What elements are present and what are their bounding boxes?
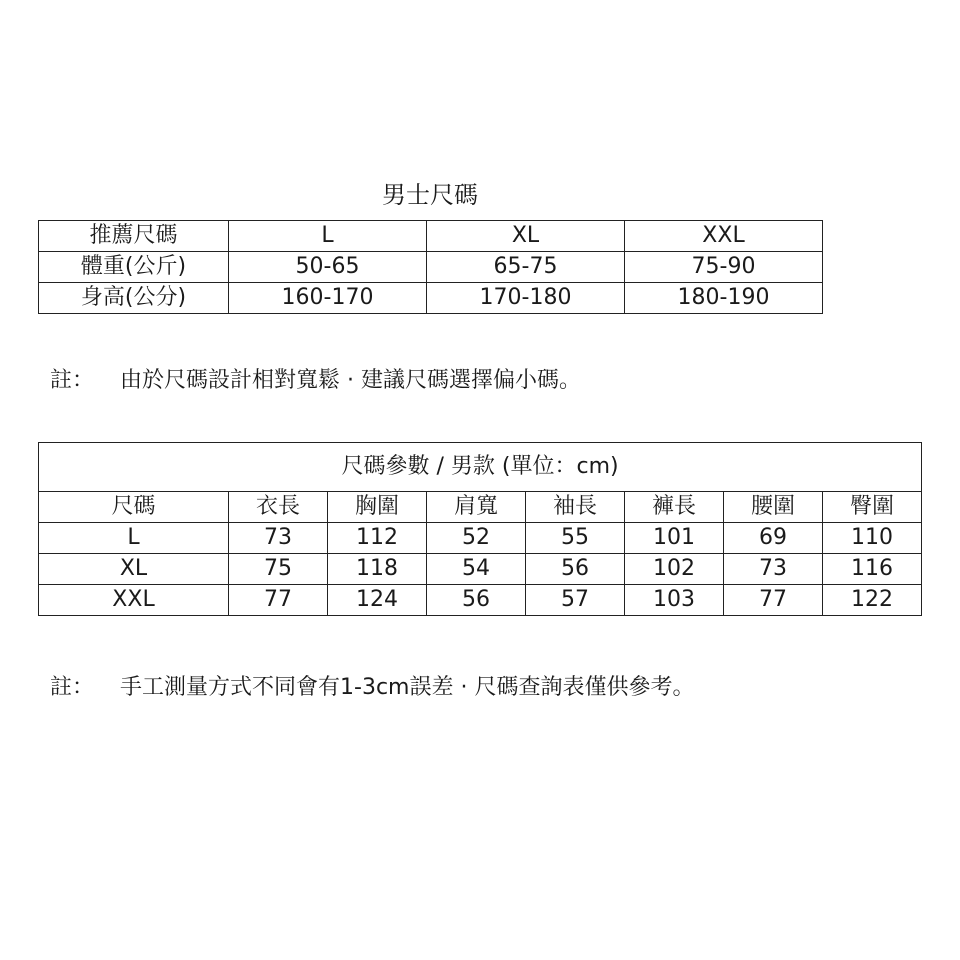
table-cell: 73 bbox=[229, 523, 328, 554]
table-caption-row bbox=[39, 443, 922, 492]
table-cell: 55 bbox=[526, 523, 625, 554]
table-cell: 170-180 bbox=[427, 283, 625, 314]
table-row bbox=[39, 523, 922, 554]
note-label: 註： bbox=[50, 675, 95, 700]
table-cell: 65-75 bbox=[427, 252, 625, 283]
table-caption: 尺碼參數 / 男款 (單位：cm) bbox=[39, 443, 922, 492]
table-cell: 56 bbox=[526, 554, 625, 585]
header-cell: 臀圍 bbox=[823, 492, 922, 523]
row-label: XL bbox=[39, 554, 229, 585]
table-cell: 77 bbox=[724, 585, 823, 616]
table-header-row bbox=[39, 492, 922, 523]
table-cell: 69 bbox=[724, 523, 823, 554]
table-row bbox=[39, 283, 823, 314]
table-cell: 77 bbox=[229, 585, 328, 616]
table-cell: 124 bbox=[328, 585, 427, 616]
table-cell: 75-90 bbox=[625, 252, 823, 283]
header-cell: XXL bbox=[625, 221, 823, 252]
row-label: L bbox=[39, 523, 229, 554]
table-cell: 103 bbox=[625, 585, 724, 616]
header-cell: 胸圍 bbox=[328, 492, 427, 523]
recommended-size-table bbox=[38, 220, 823, 314]
header-cell: 褲長 bbox=[625, 492, 724, 523]
table-cell: 50-65 bbox=[229, 252, 427, 283]
note-measurement-error bbox=[50, 673, 694, 703]
table-row bbox=[39, 554, 922, 585]
table-cell: 52 bbox=[427, 523, 526, 554]
table-header-row bbox=[39, 221, 823, 252]
header-cell: 尺碼 bbox=[39, 492, 229, 523]
table-cell: 112 bbox=[328, 523, 427, 554]
table-cell: 118 bbox=[328, 554, 427, 585]
table-cell: 56 bbox=[427, 585, 526, 616]
header-cell: 衣長 bbox=[229, 492, 328, 523]
note-loose-fit bbox=[50, 366, 581, 396]
table-cell: 116 bbox=[823, 554, 922, 585]
table-row bbox=[39, 252, 823, 283]
header-cell: L bbox=[229, 221, 427, 252]
table-cell: 54 bbox=[427, 554, 526, 585]
header-cell: 肩寬 bbox=[427, 492, 526, 523]
table-cell: 110 bbox=[823, 523, 922, 554]
table-row bbox=[39, 585, 922, 616]
size-chart-title: 男士尺碼 bbox=[382, 181, 478, 209]
table-cell: 160-170 bbox=[229, 283, 427, 314]
table-cell: 57 bbox=[526, 585, 625, 616]
note-label: 註： bbox=[50, 368, 95, 393]
row-label: 體重(公斤) bbox=[39, 252, 229, 283]
table-cell: 122 bbox=[823, 585, 922, 616]
row-label: 身高(公分) bbox=[39, 283, 229, 314]
header-cell: 袖長 bbox=[526, 492, 625, 523]
table-cell: 75 bbox=[229, 554, 328, 585]
note-text: 手工測量方式不同會有1-3cm誤差 · 尺碼查詢表僅供參考。 bbox=[120, 675, 695, 700]
header-cell: 推薦尺碼 bbox=[39, 221, 229, 252]
table-cell: 73 bbox=[724, 554, 823, 585]
table-cell: 102 bbox=[625, 554, 724, 585]
row-label: XXL bbox=[39, 585, 229, 616]
size-parameters-table bbox=[38, 442, 922, 616]
table-cell: 180-190 bbox=[625, 283, 823, 314]
note-text: 由於尺碼設計相對寬鬆 · 建議尺碼選擇偏小碼。 bbox=[120, 368, 581, 393]
table-cell: 101 bbox=[625, 523, 724, 554]
header-cell: 腰圍 bbox=[724, 492, 823, 523]
header-cell: XL bbox=[427, 221, 625, 252]
